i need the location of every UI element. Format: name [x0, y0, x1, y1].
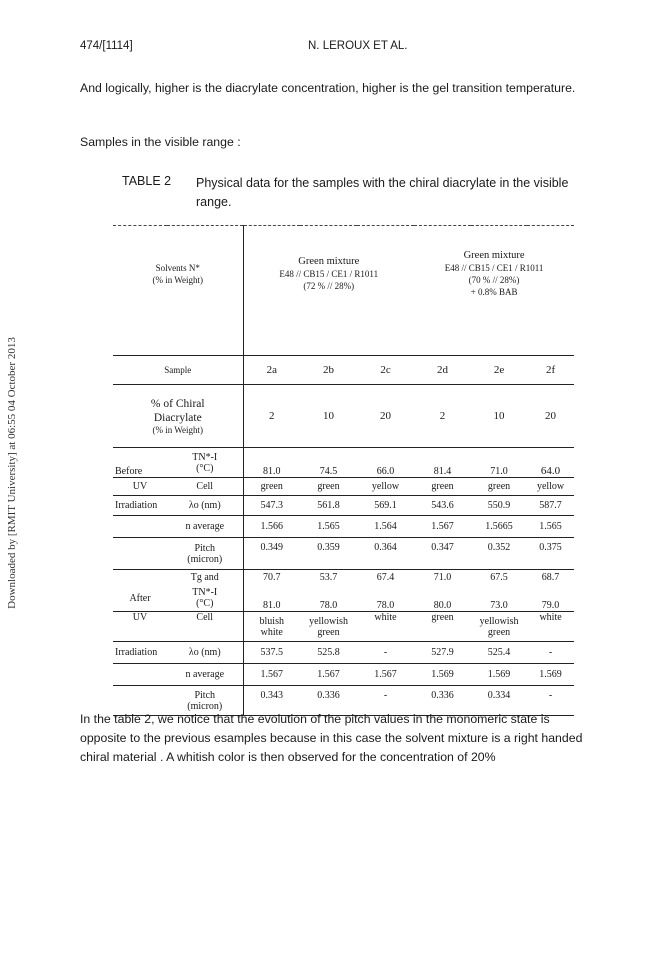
group1-line3: (72 % // 28%) — [303, 280, 355, 291]
chiral-2a: 2 — [269, 409, 275, 422]
group1-line2: E48 // CB15 / CE1 / R1011 — [279, 268, 379, 279]
chiral-2d: 2 — [439, 409, 446, 422]
chiral-label-2: Diacrylate — [153, 411, 202, 424]
after-pitch-2f: - — [548, 690, 553, 701]
before-cell-2a: green — [260, 481, 283, 492]
after-pitch-label-bot: (micron) — [187, 700, 223, 712]
chiral-2b: 10 — [323, 409, 335, 422]
after-pitch-2c: - — [383, 690, 388, 701]
after-tni-2d: 80.0 — [433, 600, 452, 611]
before-n-2a: 1.566 — [260, 521, 284, 532]
after-cell-2c — [357, 612, 414, 642]
paragraph-1: And logically, higher is the diacrylate concentration, higher is the gel transition temperature. — [80, 81, 576, 95]
after-tg-2f: 68.7 — [541, 572, 560, 584]
before-tni-label — [167, 448, 243, 478]
chiral-label — [113, 385, 243, 448]
after-tni-label-top: TN*-I — [192, 587, 218, 599]
after-cell-2b-l2: green — [317, 626, 340, 638]
before-label-3: Irradiation — [115, 500, 158, 511]
after-cell-2b-l1: yellowish — [309, 615, 348, 627]
authors: N. LEROUX ET AL. — [308, 40, 408, 52]
before-n-2f: 1.565 — [539, 521, 562, 532]
chiral-2c: 20 — [380, 409, 392, 422]
after-n-2d: 1.569 — [431, 669, 454, 680]
after-cell-2a-l2: white — [260, 626, 283, 638]
after-lambda-2a: 537.5 — [260, 647, 284, 658]
chiral-2f: 20 — [545, 409, 557, 422]
page-number: 474/[1114] — [80, 40, 133, 52]
after-cell-2e-l2: green — [487, 626, 511, 638]
after-pitch-2e: 0.334 — [487, 690, 511, 701]
chiral-2e: 10 — [493, 409, 505, 422]
before-lambda-row — [113, 496, 574, 516]
after-tg-2a: 70.7 — [263, 572, 281, 584]
before-lambda-2d: 543.6 — [431, 500, 454, 511]
sample-2f: 2f — [545, 363, 556, 376]
solvents-label-2: (% in Weight) — [152, 274, 204, 285]
after-pitch-2b: 0.336 — [317, 690, 340, 701]
group2-line4: + 0.8% BAB — [470, 286, 518, 297]
before-lambda-2e: 550.9 — [487, 500, 511, 511]
after-cell-2a-l1: bluish — [259, 615, 284, 627]
before-lambda-2a: 547.3 — [260, 500, 284, 511]
before-n-label: n average — [167, 516, 243, 538]
after-lambda-2f: - — [548, 647, 553, 658]
before-tni-2e: 71.0 — [490, 466, 508, 477]
paragraph-2: Samples in the visible range : — [80, 135, 241, 149]
after-tni-2b: 78.0 — [319, 600, 338, 611]
before-tni-label-top: TN*-I — [192, 451, 218, 463]
before-lambda-2b: 561.8 — [317, 500, 340, 511]
before-cell-2e: green — [487, 481, 511, 492]
data-table — [113, 225, 574, 716]
download-watermark-text: Downloaded by [RMIT University] at 06:55 04 October 2013 — [6, 337, 18, 609]
before-lambda-label: λo (nm) — [167, 496, 243, 516]
before-n-2c: 1.564 — [374, 521, 397, 532]
after-n-label: n average — [167, 664, 243, 686]
after-cell-row — [113, 612, 574, 642]
after-tg-row — [113, 570, 574, 586]
after-tg-label: Tg and — [167, 570, 243, 586]
after-cell-2d-l1: green — [431, 612, 454, 623]
after-cell-2e — [471, 612, 527, 642]
after-label-3: Irradiation — [115, 647, 158, 658]
after-lambda-2e: 525.4 — [487, 647, 511, 658]
after-n-2f: 1.569 — [539, 669, 562, 680]
group2-line2: E48 // CB15 / CE1 / R1011 — [444, 262, 544, 273]
before-cell-row — [113, 478, 574, 496]
before-tni-label-bot: (°C) — [196, 462, 214, 474]
after-lambda-row — [113, 642, 574, 664]
sample-row — [113, 356, 574, 385]
after-n-row — [113, 664, 574, 686]
after-tni-2e: 73.0 — [490, 600, 508, 611]
after-tni-2f: 79.0 — [541, 600, 560, 611]
before-n-row — [113, 516, 574, 538]
after-tg-2b: 53.7 — [319, 572, 338, 584]
sample-2c: 2c — [380, 363, 391, 376]
paragraph-3: In the table 2, we notice that the evolution of the pitch values in the monomeric state is opposite to the previous esamples because in this case the solvent mixture is a right handed chiral material . A whitish color is then observed for the concentration of 20% — [80, 712, 583, 764]
after-tg-2c: 67.4 — [376, 572, 395, 584]
group1-header — [243, 226, 414, 322]
chiral-label-1: % of Chiral — [150, 397, 205, 410]
after-lambda-2c: - — [383, 647, 388, 658]
before-tni-2d: 81.4 — [433, 466, 452, 477]
after-pitch-2d: 0.336 — [431, 690, 454, 701]
table-header-row — [113, 226, 574, 322]
after-cell-2a — [243, 612, 300, 642]
before-n-2d: 1.567 — [431, 521, 454, 532]
before-tni-2f: 64.0 — [540, 465, 561, 477]
after-tni-label-bot: (°C) — [196, 598, 214, 610]
after-cell-2f — [527, 612, 574, 642]
before-lambda-2f: 587.7 — [539, 500, 562, 511]
chiral-row — [113, 385, 574, 448]
after-lambda-2b: 525.8 — [317, 647, 340, 658]
after-cell-2f-l1: white — [539, 612, 562, 623]
before-pitch-row — [113, 538, 574, 570]
after-cell-2e-l1: yellowish — [479, 615, 519, 627]
solvents-label-1: Solvents N* — [155, 262, 200, 273]
before-pitch-2d: 0.347 — [431, 542, 454, 553]
sample-2b: 2b — [323, 363, 335, 376]
before-tni-2a: 81.0 — [263, 466, 281, 477]
table-caption-label: TABLE 2 — [122, 174, 172, 188]
before-lambda-2c: 569.1 — [374, 500, 397, 511]
after-n-2e: 1.569 — [487, 669, 511, 680]
after-label-1: After — [129, 592, 151, 604]
chiral-label-3: (% in Weight) — [152, 424, 204, 435]
before-n-2b: 1.565 — [317, 521, 340, 532]
before-pitch-label-top: Pitch — [194, 542, 216, 554]
after-tni-row — [113, 586, 574, 612]
before-cell-2b: green — [317, 481, 340, 492]
before-cell-label: Cell — [167, 478, 243, 496]
group1-line1: Green mixture — [298, 255, 360, 267]
table-caption-text: Physical data for the samples with the chiral diacrylate in the visible range. — [196, 176, 569, 209]
before-pitch-2f: 0.375 — [539, 542, 562, 553]
before-label-2: UV — [132, 481, 148, 492]
after-cell-2c-l1: white — [374, 612, 397, 623]
sample-label: Sample — [113, 356, 243, 385]
before-n-2e: 1.5665 — [485, 521, 513, 532]
before-cell-2c: yellow — [371, 481, 400, 492]
before-tni-row — [113, 448, 574, 478]
before-cell-2d: green — [431, 481, 454, 492]
after-tni-label — [167, 586, 243, 612]
after-cell-2b — [300, 612, 357, 642]
group2-line1: Green mixture — [463, 249, 525, 261]
before-pitch-2a: 0.349 — [260, 542, 284, 553]
before-tni-2c: 66.0 — [376, 466, 395, 477]
sample-2a: 2a — [266, 363, 277, 376]
after-cell-label: Cell — [167, 612, 243, 642]
before-tni-2b: 74.5 — [319, 466, 338, 477]
group2-header — [414, 226, 574, 322]
after-tni-2c: 78.0 — [376, 600, 395, 611]
before-label-1: Before — [115, 466, 143, 477]
sample-2e: 2e — [493, 363, 505, 376]
download-watermark — [2, 308, 22, 638]
after-tg-2d: 71.0 — [433, 572, 452, 584]
after-lambda-2d: 527.9 — [431, 647, 454, 658]
before-pitch-label — [167, 538, 243, 570]
before-pitch-2e: 0.352 — [487, 542, 511, 553]
after-label-2: UV — [132, 612, 148, 623]
after-n-2c: 1.567 — [374, 669, 397, 680]
after-tni-2a: 81.0 — [263, 600, 281, 611]
solvents-header-cell — [113, 226, 243, 322]
after-n-2a: 1.567 — [260, 669, 284, 680]
after-pitch-label-top: Pitch — [194, 689, 216, 701]
before-cell-2f: yellow — [536, 481, 565, 492]
after-lambda-label: λo (nm) — [167, 642, 243, 664]
before-pitch-2c: 0.364 — [374, 542, 397, 553]
after-pitch-2a: 0.343 — [260, 690, 284, 701]
group2-line3: (70 % // 28%) — [468, 274, 520, 285]
after-n-2b: 1.567 — [317, 669, 340, 680]
after-tg-2e: 67.5 — [490, 572, 508, 584]
after-cell-2d — [414, 612, 471, 642]
before-pitch-label-bot: (micron) — [187, 553, 223, 565]
sample-2d: 2d — [437, 363, 449, 376]
before-pitch-2b: 0.359 — [317, 542, 340, 553]
